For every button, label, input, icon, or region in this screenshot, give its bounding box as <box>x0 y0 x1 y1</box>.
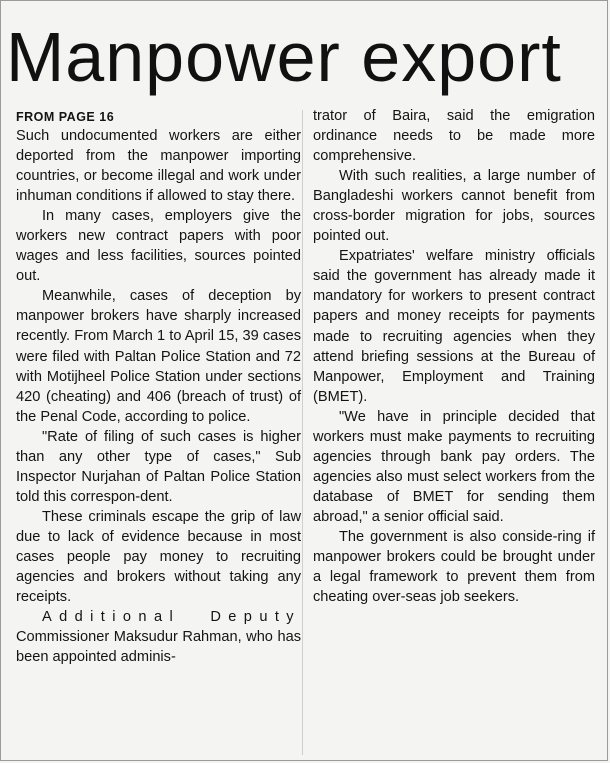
paragraph: In many cases, employers give the workers new contract papers with poor wages and less facilities, sources pointed out. <box>16 208 301 285</box>
paragraph: "Rate of filing of such cases is higher than any other type of cases," Sub Inspector Nurjahan of Paltan Police Station told this correspon-dent. <box>16 428 301 505</box>
paragraph: "We have in principle decided that workers must make payments to recruiting agencies through bank pay orders. The agencies also must select workers from the database of BMET for sending them abroad," a senior official said. <box>313 408 595 525</box>
paragraph-continuation: Commissioner Maksudur Rahman, who has been appointed adminis- <box>16 629 301 666</box>
column-divider <box>302 110 303 755</box>
headline: Manpower export <box>6 18 562 96</box>
paragraph: Such undocumented workers are either deported from the manpower importing countries, or become illegal and work under inhuman conditions if allowed to stay there. <box>16 128 301 205</box>
paragraph: These criminals escape the grip of law due to lack of evidence because in most cases people pay money to recruiting agencies and brokers without taking any receipts. <box>16 508 301 606</box>
right-column <box>313 106 595 607</box>
paragraph: Meanwhile, cases of deception by manpower brokers have sharply increased recently. From March 1 to April 15, 39 cases were filed with Paltan Police Station and 72 with Motijheel Police Station under sections 420 (cheating) and 406 (breach of trust) of the Penal Code, according to police. <box>16 288 301 425</box>
paragraph: trator of Baira, said the emigration ordinance needs to be made more comprehensive. <box>313 108 595 165</box>
spaced-text: Additional Deputy <box>42 609 301 626</box>
paragraph: With such realities, a large number of Bangladeshi workers cannot benefit from cross-border migration for jobs, sources pointed out. <box>313 168 595 245</box>
paragraph-last <box>16 607 301 667</box>
paragraph: Expatriates' welfare ministry officials said the government has already made it mandatory for workers to present contract papers and money receipts for payments made to recruiting agencies when they attend briefing sessions at the Bureau of Manpower, Employment and Training (BMET). <box>313 248 595 405</box>
left-column <box>16 108 301 667</box>
kicker: FROM PAGE 16 <box>16 110 115 124</box>
paragraph: The government is also conside-ring if manpower brokers could be brought under a legal framework to prevent them from cheating over-seas job seekers. <box>313 528 595 606</box>
